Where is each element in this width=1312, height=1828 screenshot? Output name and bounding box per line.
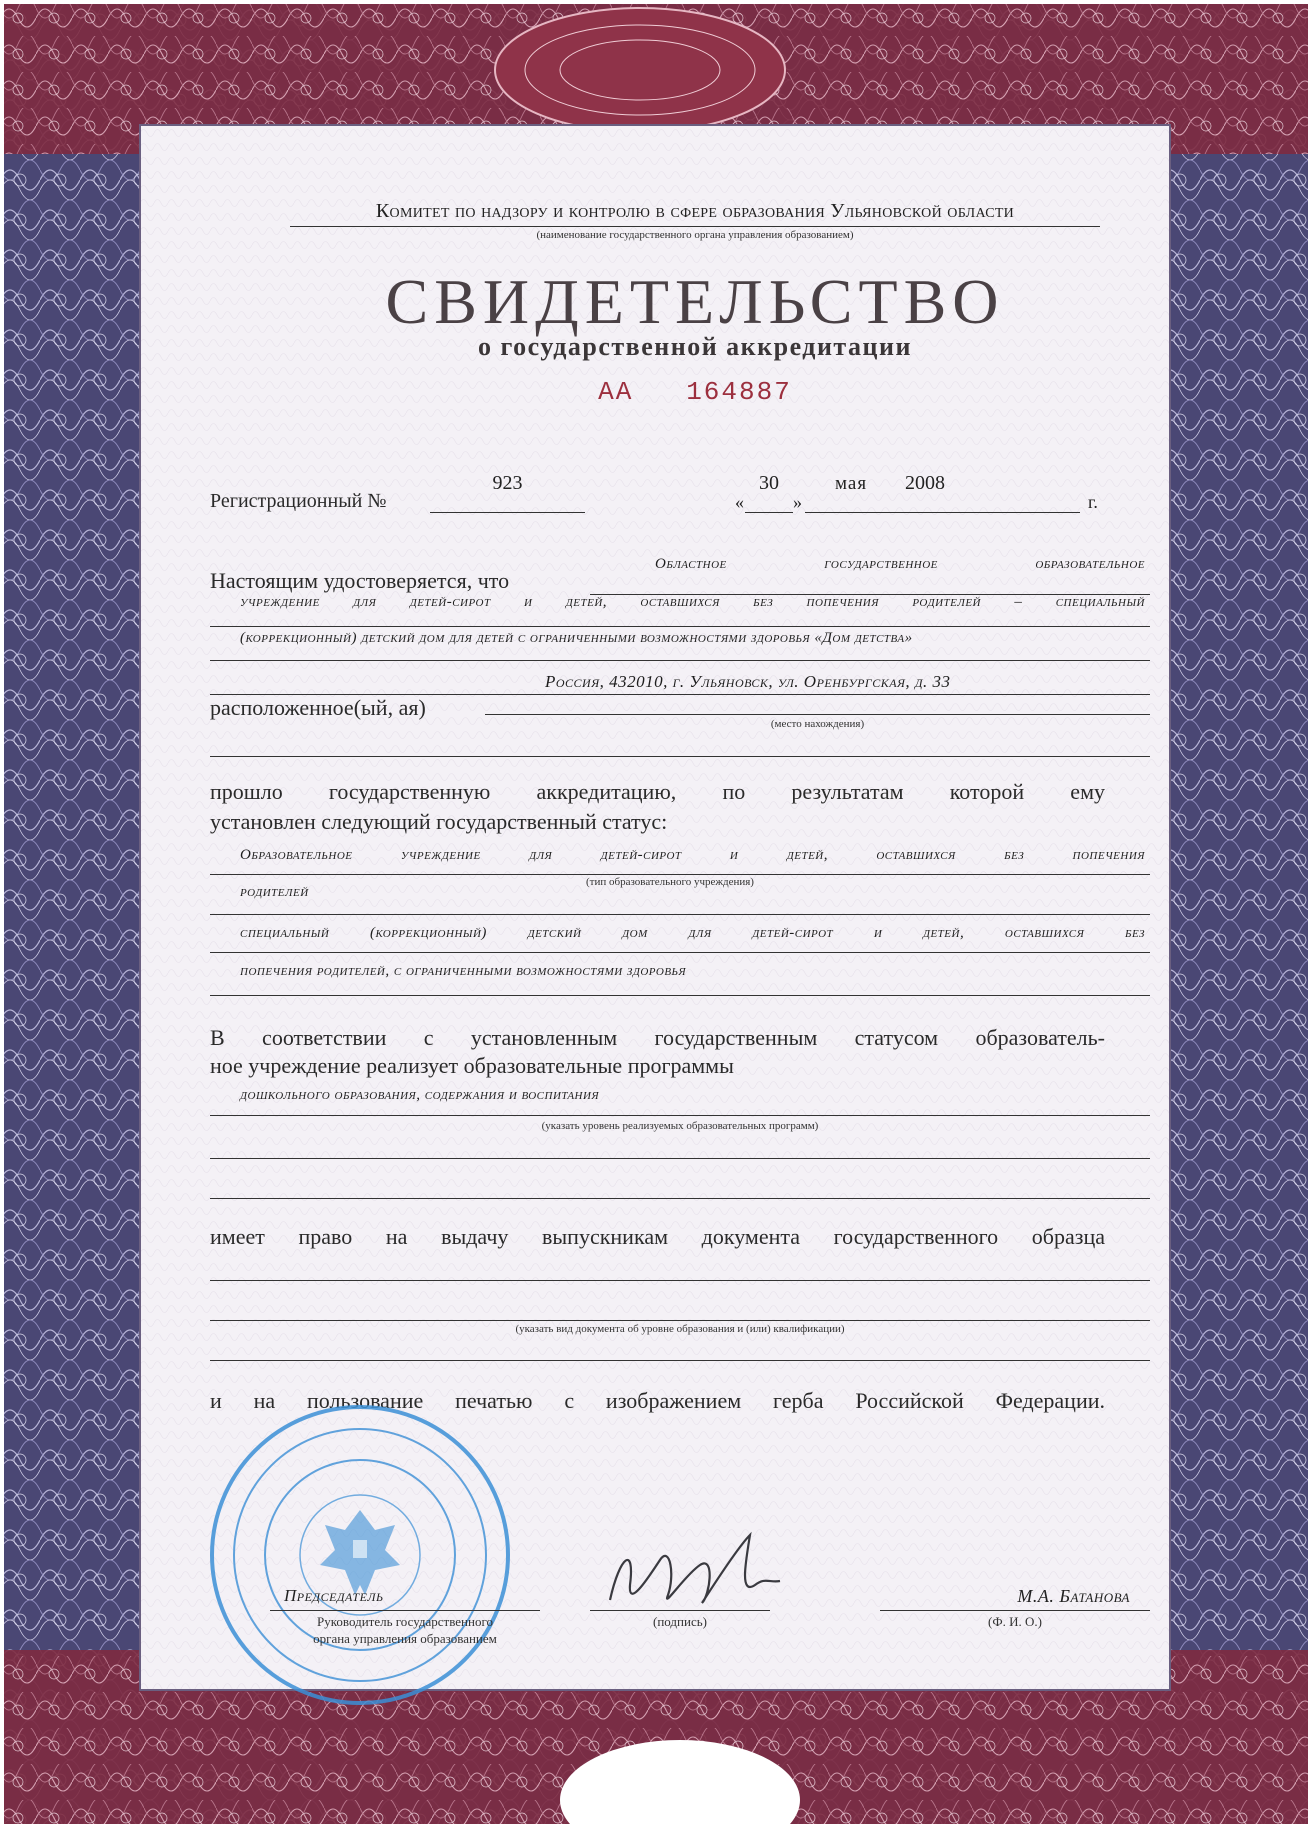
location-value: Россия, 432010, г. Ульяновск, ул. Оренбургская, д. 33 [545, 672, 951, 691]
signer-name: М.А. Батанова [1017, 1586, 1130, 1606]
position-caption-line-2: органа управления образованием [313, 1631, 497, 1646]
status-type-caption: (тип образовательного учреждения) [586, 876, 754, 888]
programs-line-1: В соответствии с установленным государственным статусом образователь- [210, 1025, 1105, 1050]
signer-position: Председатель [284, 1586, 384, 1605]
org-name-line-1: Областное государственное образовательное [655, 556, 1145, 572]
registration-label: Регистрационный № [210, 490, 387, 512]
documents-label: имеет право на выдачу выпускникам документа государственного образца [210, 1224, 1105, 1249]
quote-close: » [793, 492, 802, 512]
programs-value: дошкольного образования, содержания и воспитания [240, 1087, 600, 1103]
certificate-subtitle: о государственной аккредитации [478, 332, 912, 361]
signature-icon [590, 1515, 790, 1625]
status-kind-line-2: попечения родителей, с ограниченными возможностями здоровья [240, 963, 687, 979]
documents-caption: (указать вид документа об уровне образования и (или) квалификации) [515, 1323, 845, 1335]
certificate-title: СВИДЕТЕЛЬСТВО [385, 266, 1005, 337]
location-caption: (место нахождения) [770, 718, 865, 730]
status-intro-line-2: установлен следующий государственный статус: [210, 809, 668, 834]
serial-digits: 164887 [686, 377, 792, 407]
programs-caption: (указать уровень реализуемых образовательных программ) [541, 1120, 819, 1132]
top-medallion [495, 8, 785, 132]
authority-name: Комитет по надзору и контролю в сфере образования Ульяновской области [375, 200, 1015, 222]
registration-day: 30 [759, 472, 779, 494]
signature-caption: (подпись) [653, 1614, 707, 1629]
year-suffix: г. [1088, 492, 1098, 512]
official-stamp-icon [205, 1400, 515, 1710]
programs-line-2: ное учреждение реализует образовательные программы [210, 1053, 734, 1078]
status-kind-line-1: специальный (коррекционный) детский дом для детей-сирот и детей, оставшихся без [240, 925, 1145, 941]
serial-series: АА [598, 377, 634, 407]
authority-caption: (наименование государственного органа управления образованием) [536, 229, 854, 241]
org-name-line-3: (коррекционный) детский дом для детей с ограниченными возможностями здоровья «Дом детства» [240, 630, 913, 646]
registration-number: 923 [492, 472, 523, 494]
position-caption-line-1: Руководитель государственного [317, 1614, 493, 1629]
org-name-line-2: учреждение для детей-сирот и детей, оставшихся без попечения родителей – специальный [240, 594, 1145, 610]
registration-month: мая [835, 473, 868, 494]
name-caption: (Ф. И. О.) [988, 1614, 1042, 1629]
status-intro-line-1: прошло государственную аккредитацию, по результатам которой ему [210, 779, 1105, 804]
quote-open: « [735, 492, 744, 512]
seal-right-text: и на пользование печатью с изображением герба Российской Федерации. [210, 1388, 1105, 1413]
status-type-line-1: Образовательное учреждение для детей-сирот и детей, оставшихся без попечения [240, 847, 1145, 863]
registration-year: 2008 [905, 472, 945, 494]
status-type-line-2: родителей [240, 884, 309, 900]
certifies-label: Настоящим удостоверяется, что [210, 568, 510, 593]
serial-number [300, 377, 1090, 407]
location-label: расположенное(ый, ая) [210, 695, 426, 720]
